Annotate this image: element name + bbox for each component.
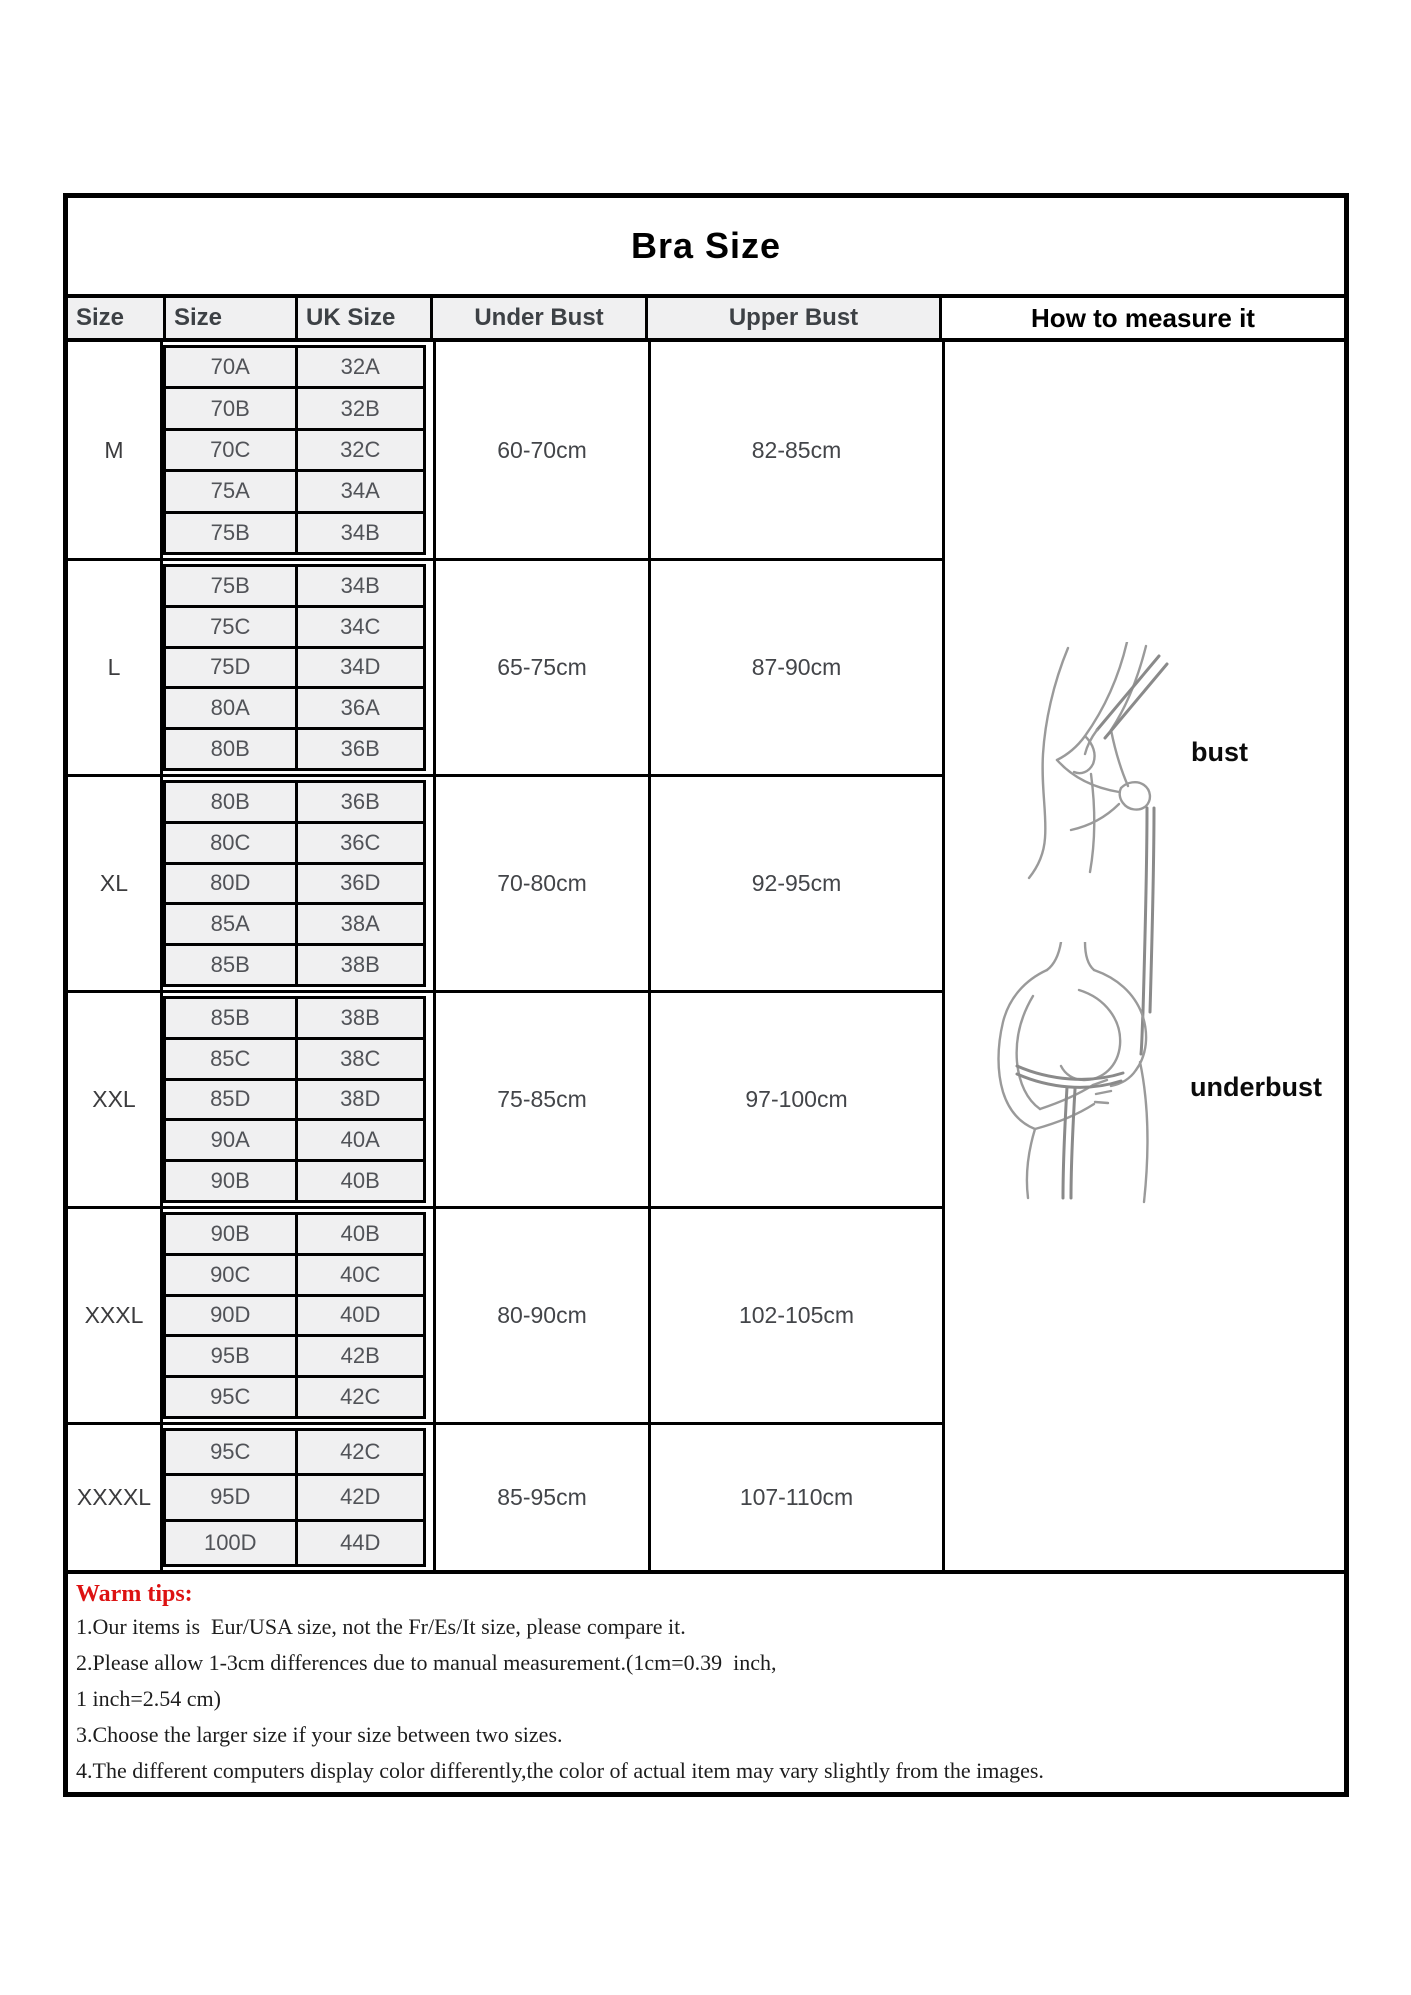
size-groups-container <box>68 342 942 1570</box>
eu-size-value: 70A <box>210 354 250 380</box>
size-row <box>163 1428 426 1476</box>
size-group-row <box>68 1422 942 1570</box>
header-size: Size <box>163 298 295 338</box>
size-row <box>163 646 426 690</box>
under-bust-value: 85-95cm <box>433 1425 648 1570</box>
table-header-row <box>68 294 1344 342</box>
warm-tip-line: 1 inch=2.54 cm) <box>76 1686 221 1711</box>
upper-bust-value: 97-100cm <box>648 993 942 1206</box>
eu-size-value: 95C <box>210 1384 251 1410</box>
size-row <box>163 686 426 730</box>
header-under-bust: Under Bust <box>430 298 645 338</box>
size-row <box>163 1375 426 1419</box>
eu-size-value: 90C <box>210 1261 251 1287</box>
size-row <box>163 511 426 555</box>
eu-size-value: 75B <box>210 572 250 598</box>
uk-size-value: 38D <box>295 1081 424 1119</box>
uk-size-value: 38B <box>295 946 424 984</box>
size-rows-container <box>163 561 433 774</box>
eu-size-value: 85B <box>210 952 250 978</box>
eu-size-value: 80B <box>210 736 250 762</box>
uk-size-value: 36D <box>295 865 424 903</box>
uk-size-value: 44D <box>295 1522 424 1564</box>
size-row <box>163 386 426 430</box>
warm-tip-line: 2.Please allow 1-3cm differences due to manual measurement.(1cm=0.39 inch, <box>76 1650 777 1675</box>
eu-size-value: 70C <box>210 437 251 463</box>
eu-size-value: 85C <box>210 1045 251 1071</box>
under-bust-value: 75-85cm <box>433 993 648 1206</box>
group-size-label: M <box>68 342 163 558</box>
size-row <box>163 1078 426 1122</box>
eu-size-value: 90A <box>210 1127 250 1153</box>
underbust-label: underbust <box>1190 1072 1322 1102</box>
size-row <box>163 1334 426 1378</box>
eu-size-value: 70B <box>210 395 250 421</box>
eu-size-value: 100D <box>203 1529 257 1555</box>
eu-size-value: 75B <box>210 519 250 545</box>
size-rows-container <box>163 993 433 1206</box>
size-rows-container <box>163 1425 433 1570</box>
size-row <box>163 902 426 946</box>
size-row <box>163 469 426 513</box>
eu-size-value: 95D <box>210 1484 251 1510</box>
underbust-measurement-illustration <box>973 942 1191 1210</box>
size-row <box>163 862 426 906</box>
uk-size-value: 42B <box>295 1337 424 1375</box>
eu-size-value: 75C <box>210 613 251 639</box>
size-row <box>163 821 426 865</box>
header-upper-bust: Upper Bust <box>645 298 939 338</box>
size-row <box>163 1118 426 1162</box>
uk-size-value: 36A <box>295 689 424 727</box>
uk-size-value: 34C <box>295 608 424 646</box>
size-row <box>163 1294 426 1338</box>
upper-bust-value: 107-110cm <box>648 1425 942 1570</box>
eu-size-value: 95B <box>210 1343 250 1369</box>
underbust-figure-line-art <box>973 942 1191 1210</box>
size-row <box>163 605 426 649</box>
uk-size-value: 32A <box>295 348 424 386</box>
eu-size-value: 80B <box>210 788 250 814</box>
size-rows-container <box>163 777 433 990</box>
uk-size-value: 40A <box>295 1121 424 1159</box>
eu-size-value: 90B <box>210 1220 250 1246</box>
uk-size-value: 36B <box>295 783 424 821</box>
warm-tip-line: 3.Choose the larger size if your size between two sizes. <box>76 1722 563 1747</box>
eu-size-value: 80A <box>210 695 250 721</box>
size-row <box>163 1037 426 1081</box>
size-row <box>163 1212 426 1256</box>
eu-size-value: 75D <box>210 654 251 680</box>
warm-tip-line: 4.The different computers display color differently,the color of actual item may vary slightly from the images. <box>76 1758 1044 1783</box>
size-group-row <box>68 1206 942 1422</box>
eu-size-value: 95C <box>210 1439 251 1465</box>
warm-tips-lines <box>76 1609 1334 1789</box>
uk-size-value: 40B <box>295 1162 424 1200</box>
upper-bust-value: 102-105cm <box>648 1209 942 1422</box>
header-uk-size: UK Size <box>295 298 430 338</box>
group-size-label: XXXL <box>68 1209 163 1422</box>
uk-size-value: 42C <box>295 1378 424 1416</box>
size-group-row <box>68 342 942 558</box>
size-row <box>163 564 426 608</box>
eu-size-value: 80C <box>210 829 251 855</box>
warm-tip-line: 1.Our items is Eur/USA size, not the Fr/Es/It size, please compare it. <box>76 1614 686 1639</box>
size-group-row <box>68 990 942 1206</box>
size-group-row <box>68 558 942 774</box>
size-row <box>163 1253 426 1297</box>
uk-size-value: 42C <box>295 1431 424 1473</box>
table-body <box>68 342 1344 1570</box>
uk-size-value: 34A <box>295 472 424 510</box>
size-row <box>163 780 426 824</box>
group-size-label: XXXXL <box>68 1425 163 1570</box>
group-size-label: XL <box>68 777 163 990</box>
size-rows-container <box>163 1209 433 1422</box>
eu-size-value: 85D <box>210 1086 251 1112</box>
under-bust-value: 80-90cm <box>433 1209 648 1422</box>
eu-size-value: 75A <box>210 478 250 504</box>
uk-size-value: 42D <box>295 1476 424 1518</box>
size-rows-container <box>163 342 433 558</box>
size-row <box>163 1473 426 1521</box>
how-to-measure-cell <box>942 342 1344 1570</box>
under-bust-value: 60-70cm <box>433 342 648 558</box>
upper-bust-value: 92-95cm <box>648 777 942 990</box>
title-area <box>68 198 1344 294</box>
uk-size-value: 32C <box>295 431 424 469</box>
uk-size-value: 34D <box>295 649 424 687</box>
uk-size-value: 38C <box>295 1040 424 1078</box>
under-bust-value: 70-80cm <box>433 777 648 990</box>
size-row <box>163 943 426 987</box>
uk-size-value: 40B <box>295 1215 424 1253</box>
size-row <box>163 428 426 472</box>
uk-size-value: 34B <box>295 514 424 552</box>
size-row <box>163 996 426 1040</box>
chart-title: Bra Size <box>630 225 782 266</box>
eu-size-value: 85A <box>210 911 250 937</box>
size-row <box>163 727 426 771</box>
size-row <box>163 1159 426 1203</box>
uk-size-value: 38A <box>295 905 424 943</box>
uk-size-value: 36B <box>295 730 424 768</box>
uk-size-value: 38B <box>295 999 424 1037</box>
warm-tips-heading: Warm tips: <box>76 1581 193 1607</box>
upper-bust-value: 82-85cm <box>648 342 942 558</box>
bra-size-chart-panel <box>63 193 1349 1797</box>
uk-size-value: 32B <box>295 389 424 427</box>
uk-size-value: 40C <box>295 1256 424 1294</box>
upper-bust-value: 87-90cm <box>648 561 942 774</box>
size-row <box>163 1519 426 1567</box>
eu-size-value: 90B <box>210 1168 250 1194</box>
warm-tips-section <box>68 1570 1344 1792</box>
group-size-label: XXL <box>68 993 163 1206</box>
eu-size-value: 90D <box>210 1302 251 1328</box>
bust-label: bust <box>1191 737 1248 767</box>
size-group-row <box>68 774 942 990</box>
eu-size-value: 80D <box>210 870 251 896</box>
uk-size-value: 40D <box>295 1297 424 1335</box>
header-how-to-measure: How to measure it <box>939 298 1344 338</box>
under-bust-value: 65-75cm <box>433 561 648 774</box>
uk-size-value: 34B <box>295 567 424 605</box>
header-size-group: Size <box>68 298 163 338</box>
eu-size-value: 85B <box>210 1004 250 1030</box>
group-size-label: L <box>68 561 163 774</box>
uk-size-value: 36C <box>295 824 424 862</box>
size-row <box>163 345 426 389</box>
